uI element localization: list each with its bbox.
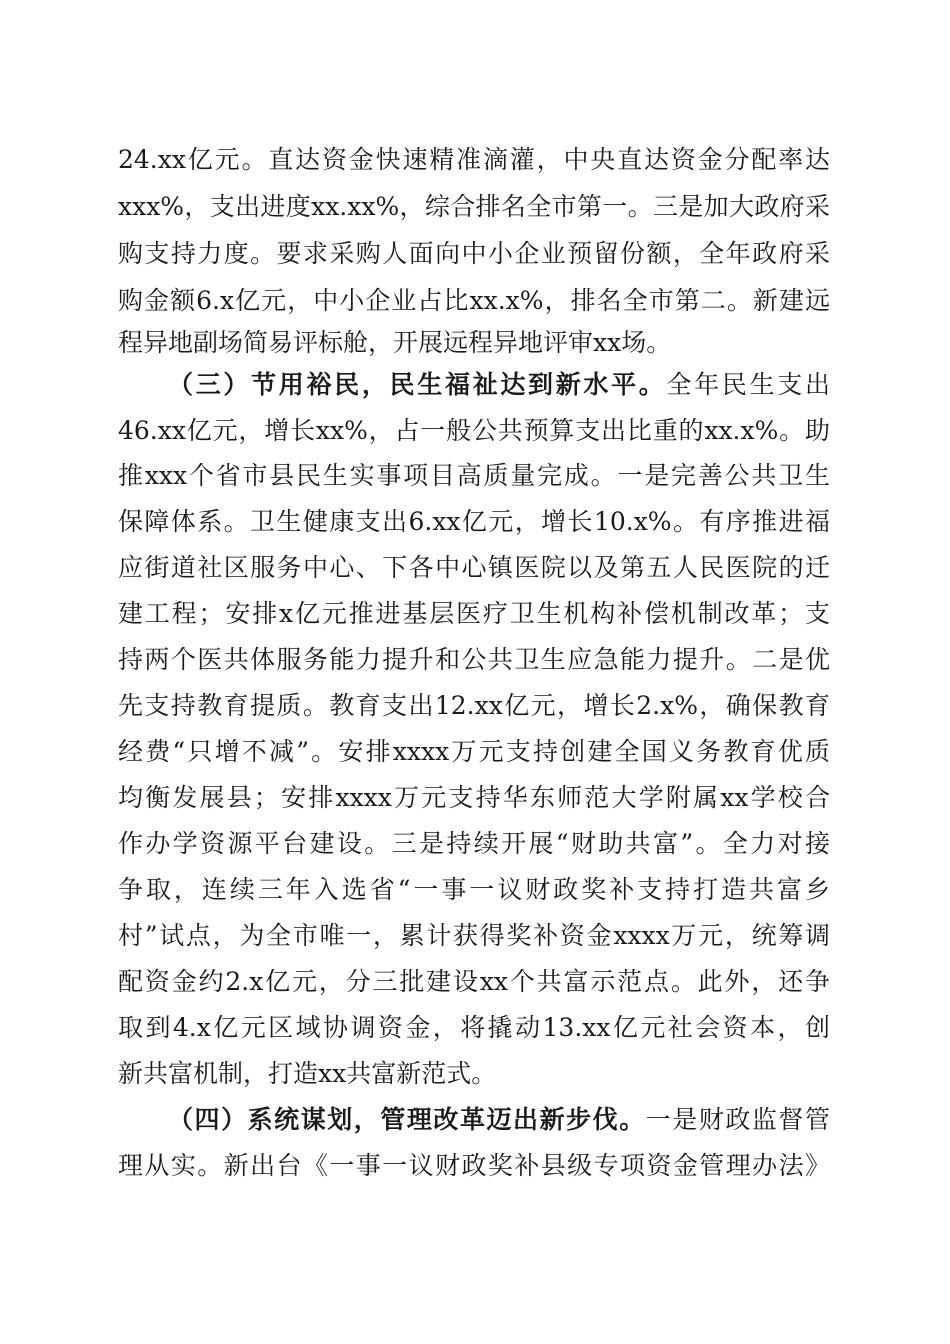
text-line-9: 保障体系。卫生健康支出6.xx亿元，增长10.x%。有序推进福: [118, 507, 830, 536]
text-line-19: 配资金约2.x亿元，分三批建设xx个共富示范点。此外，还争: [118, 967, 830, 996]
text-line-13: 先支持教育提质。教育支出12.xx亿元，增长2.x%，确保教育: [118, 691, 830, 720]
section-4-heading-line: [168, 1105, 830, 1135]
text-line-4: 购金额6.x亿元，中小企业占比xx.x%，排名全市第二。新建远: [118, 286, 830, 315]
section-3-heading: （三）节用裕民，民生福祉达到新水平。: [168, 370, 667, 399]
text-line-18: 村”试点，为全市唯一，累计获得奖补资金xxxx万元，统筹调: [118, 921, 830, 950]
text-line-20: 取到4.x亿元区域协调资金，将撬动13.xx亿元社会资本，创: [118, 1013, 830, 1042]
text-line-14: 经费“只增不减”。安排xxxx万元支持创建全国义务教育优质: [118, 737, 830, 766]
text-line-17: 争取，连续三年入选省“一事一议财政奖补支持打造共富乡: [118, 875, 830, 904]
text-line-5: 程异地副场简易评标舱，开展远程异地评审xx场。: [118, 328, 672, 357]
section-3-heading-rest: 全年民生支出: [666, 370, 830, 399]
text-line-15: 均衡发展县；安排xxxx万元支持华东师范大学附属xx学校合: [118, 783, 830, 812]
text-line-21: 新共富机制，打造xx共富新范式。: [118, 1059, 497, 1088]
text-line-23: 理从实。新出台《一事一议财政奖补县级专项资金管理办法》: [118, 1151, 830, 1180]
text-line-2: xxx%，支出进度xx.xx%，综合排名全市第一。三是加大政府采: [118, 192, 830, 221]
text-line-10: 应街道社区服务中心、下各中心镇医院以及第五人民医院的迁: [118, 553, 830, 582]
text-line-11: 建工程；安排x亿元推进基层医疗卫生机构补偿机制改革；支: [118, 599, 830, 628]
text-line-7: 46.xx亿元，增长xx%，占一般公共预算支出比重的xx.x%。助: [118, 416, 830, 445]
text-line-1: 24.xx亿元。直达资金快速精准滴灌，中央直达资金分配率达: [118, 145, 830, 174]
section-4-heading-rest: 一是财政监督管: [645, 1105, 830, 1134]
text-line-8: 推xxx个省市县民生实事项目高质量完成。一是完善公共卫生: [118, 461, 830, 490]
section-4-heading: （四）系统谋划，管理改革迈出新步伐。: [168, 1105, 646, 1134]
text-line-12: 持两个医共体服务能力提升和公共卫生应急能力提升。二是优: [118, 645, 830, 674]
text-line-16: 作办学资源平台建设。三是持续开展“财助共富”。全力对接: [118, 829, 830, 858]
text-line-3: 购支持力度。要求采购人面向中小企业预留份额，全年政府采: [118, 239, 830, 268]
section-3-heading-line: [168, 370, 830, 400]
